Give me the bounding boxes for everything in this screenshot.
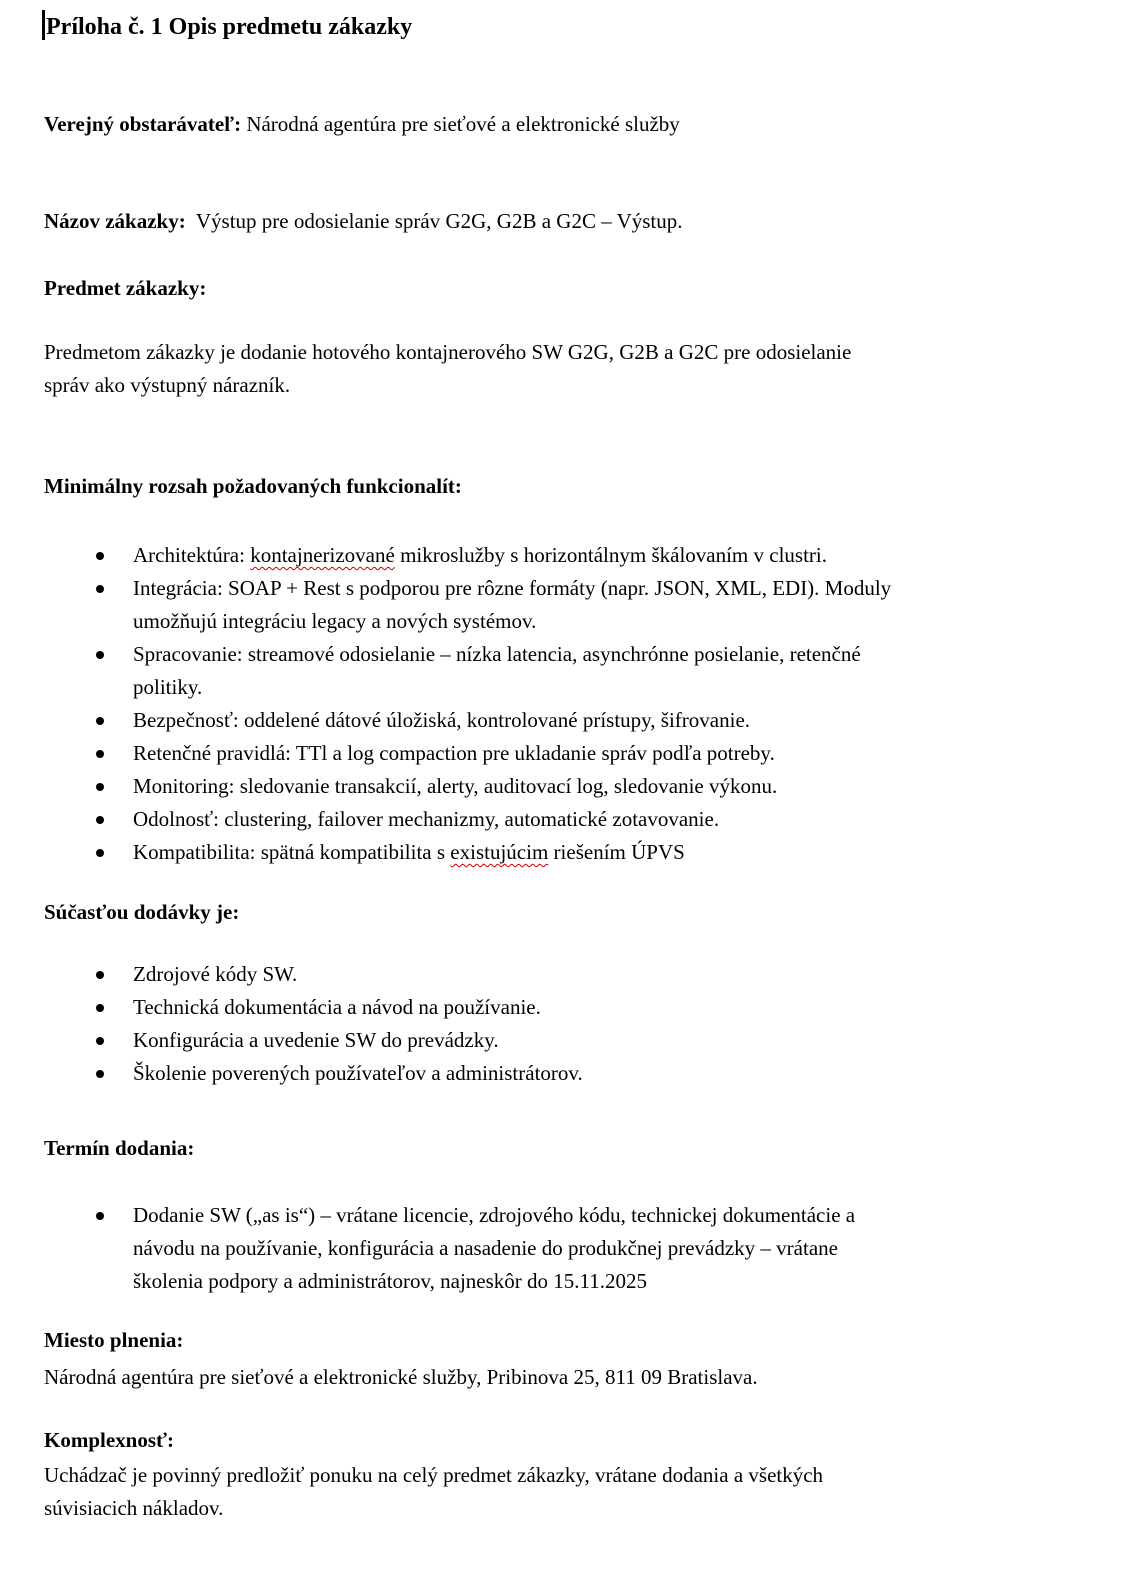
list-item xyxy=(44,836,1043,869)
bullet-icon xyxy=(96,1037,104,1045)
text-cursor xyxy=(42,10,45,40)
list-item-text: Integrácia: SOAP + Rest s podporou pre rôzne formáty (napr. JSON, XML, EDI). Moduly xyxy=(133,576,892,600)
list-item-text: Konfigurácia a uvedenie SW do prevádzky. xyxy=(133,1028,499,1052)
functionalities-heading: Minimálny rozsah požadovaných funkcionalít: xyxy=(44,474,462,498)
list-item-text: Retenčné pravidlá: TTl a log compaction pre ukladanie správ podľa potreby. xyxy=(133,741,775,765)
delivery-deadline-list xyxy=(44,1199,1043,1298)
bullet-icon xyxy=(96,849,104,857)
list-item xyxy=(44,572,1043,638)
complexity-paragraph-line: súvisiacich nákladov. xyxy=(44,1496,224,1520)
list-item xyxy=(44,1057,1043,1090)
list-item xyxy=(44,803,1043,836)
contracting-authority-value: Národná agentúra pre sieťové a elektronické služby xyxy=(241,112,680,136)
list-item-text: Monitoring: sledovanie transakcií, alerty, auditovací log, sledovanie výkonu. xyxy=(133,774,778,798)
place-of-performance-heading: Miesto plnenia: xyxy=(44,1328,184,1352)
list-item xyxy=(44,539,1043,572)
list-item-text: Bezpečnosť: oddelené dátové úložiská, kontrolované prístupy, šifrovanie. xyxy=(133,708,751,732)
list-item-text: Technická dokumentácia a návod na používanie. xyxy=(133,995,541,1019)
bullet-icon xyxy=(96,971,104,979)
contracting-authority-label: Verejný obstarávateľ: xyxy=(44,112,242,136)
bullet-icon xyxy=(96,1070,104,1078)
list-item-text: školenia podpory a administrátorov, najneskôr do 15.11.2025 xyxy=(133,1269,648,1293)
misspelled-word: existujúcim xyxy=(450,840,549,864)
complexity-heading: Komplexnosť: xyxy=(44,1428,174,1452)
bullet-icon xyxy=(96,1004,104,1012)
list-item-text: návodu na používanie, konfigurácia a nasadenie do produkčnej prevádzky – vrátane xyxy=(133,1236,838,1260)
list-item-segment: mikroslužby s horizontálnym škálovaním v clustri. xyxy=(394,543,828,567)
list-item-text: umožňujú integráciu legacy a nových systémov. xyxy=(133,609,537,633)
contract-name-line xyxy=(44,205,1043,238)
bullet-icon xyxy=(96,585,104,593)
contract-name-label: Názov zákazky: xyxy=(44,209,186,233)
bullet-icon xyxy=(96,750,104,758)
delivery-deadline-heading: Termín dodania: xyxy=(44,1136,195,1160)
list-item xyxy=(44,1024,1043,1057)
bullet-icon xyxy=(96,717,104,725)
list-item-segment: Architektúra: xyxy=(133,543,251,567)
list-item-segment: Kompatibilita: spätná kompatibilita s xyxy=(133,840,451,864)
contracting-authority-line xyxy=(44,108,1043,141)
delivery-scope-heading: Súčasťou dodávky je: xyxy=(44,900,240,924)
list-item xyxy=(44,770,1043,803)
list-item xyxy=(44,704,1043,737)
list-item-text: Spracovanie: streamové odosielanie – nízka latencia, asynchrónne posielanie, retenčné xyxy=(133,642,861,666)
subject-heading: Predmet zákazky: xyxy=(44,276,207,300)
list-item xyxy=(44,638,1043,704)
list-item-text: Zdrojové kódy SW. xyxy=(133,962,298,986)
bullet-icon xyxy=(96,1212,104,1220)
list-item xyxy=(44,737,1043,770)
document-title xyxy=(44,10,1043,44)
list-item-segment: riešením ÚPVS xyxy=(548,840,685,864)
list-item xyxy=(44,958,1043,991)
bullet-icon xyxy=(96,783,104,791)
misspelled-word: kontajnerizované xyxy=(250,543,395,567)
list-item-text: Školenie poverených používateľov a administrátorov. xyxy=(133,1061,583,1085)
complexity-paragraph-line: Uchádzač je povinný predložiť ponuku na celý predmet zákazky, vrátane dodania a všetkých xyxy=(44,1463,824,1487)
subject-paragraph xyxy=(44,336,1043,402)
contract-name-value: Výstup pre odosielanie správ G2G, G2B a G2C – Výstup. xyxy=(185,209,683,233)
list-item-text: politiky. xyxy=(133,675,203,699)
document-title-text: Príloha č. 1 Opis predmetu zákazky xyxy=(46,14,413,40)
list-item-text xyxy=(133,836,1043,869)
complexity-paragraph xyxy=(44,1459,1043,1525)
place-of-performance-text: Národná agentúra pre sieťové a elektronické služby, Pribinova 25, 811 09 Bratislava. xyxy=(44,1365,758,1389)
subject-paragraph-line: správ ako výstupný nárazník. xyxy=(44,373,291,397)
list-item-text xyxy=(133,539,1043,572)
bullet-icon xyxy=(96,816,104,824)
delivery-scope-list xyxy=(44,958,1043,1090)
list-item xyxy=(44,991,1043,1024)
list-item xyxy=(44,1199,1043,1298)
list-item-text: Odolnosť: clustering, failover mechanizmy, automatické zotavovanie. xyxy=(133,807,720,831)
functionalities-list xyxy=(44,539,1043,869)
bullet-icon xyxy=(96,552,104,560)
bullet-icon xyxy=(96,651,104,659)
subject-paragraph-line: Predmetom zákazky je dodanie hotového kontajnerového SW G2G, G2B a G2C pre odosielanie xyxy=(44,340,852,364)
list-item-text: Dodanie SW („as is“) – vrátane licencie, zdrojového kódu, technickej dokumentácie a xyxy=(133,1203,856,1227)
